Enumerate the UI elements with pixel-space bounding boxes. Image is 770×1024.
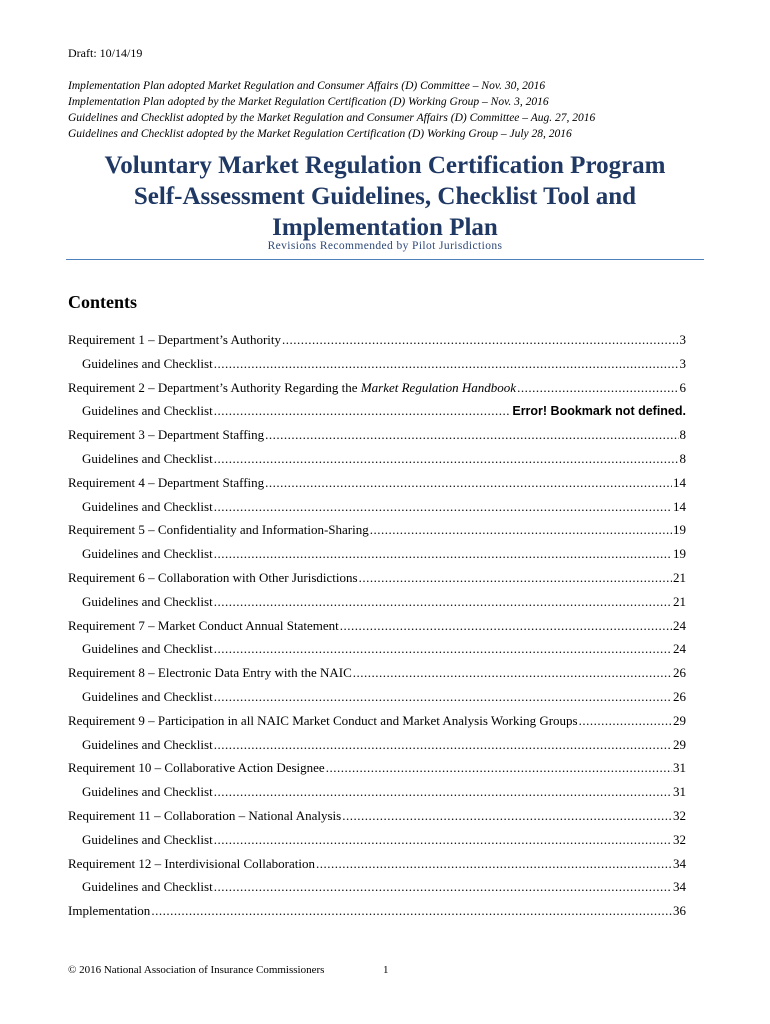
toc-entry-link[interactable] (68, 332, 686, 352)
toc-dot-leader (214, 546, 672, 562)
toc-dot-leader (316, 856, 672, 872)
toc-entry-link[interactable] (68, 380, 686, 400)
toc-subentry-link[interactable] (82, 737, 686, 757)
adoption-history (68, 78, 708, 142)
draft-date: Draft: 10/14/19 (68, 46, 143, 60)
toc-page-number: 19 (673, 546, 686, 562)
toc-dot-leader (214, 832, 672, 848)
toc-entry-label: Guidelines and Checklist (82, 593, 213, 609)
toc-page-number: 8 (679, 451, 686, 466)
footer-copyright: © 2016 National Association of Insurance Commissioners (68, 964, 325, 976)
toc-entry-label: Requirement 5 – Confidentiality and Information-Sharing (68, 522, 369, 538)
toc-dot-leader (282, 332, 678, 348)
toc-subentry-link[interactable] (82, 403, 686, 423)
toc-page-number: 36 (673, 903, 686, 919)
toc-entry-label: Guidelines and Checklist (82, 403, 213, 419)
toc-page-number: 14 (673, 474, 686, 490)
toc-entry-label: Requirement 7 – Market Conduct Annual Statement (68, 617, 339, 633)
toc-subentry-link[interactable] (82, 499, 686, 519)
toc-page-number: 3 (679, 332, 686, 347)
toc-dot-leader (214, 689, 672, 705)
footer-page-number: 1 (383, 964, 389, 976)
toc-dot-leader (265, 475, 672, 491)
toc-entry-label: Guidelines and Checklist (82, 355, 213, 371)
toc-entry-label: Guidelines and Checklist (82, 736, 213, 752)
title-line: Implementation Plan (272, 214, 498, 241)
title-line: Voluntary Market Regulation Certification Program (104, 152, 666, 179)
toc-dot-leader (214, 403, 512, 419)
toc-page-number: 29 (673, 712, 686, 728)
toc-dot-leader (359, 570, 672, 586)
toc-entry-label: Guidelines and Checklist (82, 641, 213, 657)
toc-entry-label: Guidelines and Checklist (82, 451, 213, 466)
toc-dot-leader (370, 522, 672, 538)
toc-dot-leader (265, 427, 678, 443)
toc-entry-label: Requirement 4 – Department Staffing (68, 474, 265, 490)
toc-page-number: 34 (673, 879, 686, 895)
toc-dot-leader (579, 713, 672, 729)
toc-entry-label: Guidelines and Checklist (82, 689, 213, 704)
toc-page-number: 8 (679, 427, 686, 443)
history-line: Guidelines and Checklist adopted by the Market Regulation Certification (D) Working Group – July 28, 2016 (68, 128, 572, 140)
toc-page-number: 21 (673, 593, 686, 609)
toc-page-number: 26 (673, 689, 686, 704)
toc-page-number: 24 (673, 617, 686, 633)
toc-page-number: Error! Bookmark not defined. (512, 404, 686, 419)
toc-entry-link[interactable] (68, 522, 686, 542)
toc-entry-link[interactable] (68, 475, 686, 495)
toc-subentry-link[interactable] (82, 689, 686, 709)
toc-entry-link[interactable] (68, 427, 686, 447)
toc-dot-leader (214, 784, 672, 800)
toc-subentry-link[interactable] (82, 832, 686, 852)
toc-page-number: 32 (673, 831, 686, 847)
toc-entry-link[interactable] (68, 760, 686, 780)
toc-entry-link[interactable] (68, 618, 686, 638)
history-line: Implementation Plan adopted by the Market Regulation Certification (D) Working Group – Nov. 3, 2016 (68, 96, 549, 108)
toc-entry-label: Requirement 11 – Collaboration – National Analysis (68, 808, 342, 823)
toc-subentry-link[interactable] (82, 594, 686, 614)
history-line: Implementation Plan adopted Market Regulation and Consumer Affairs (D) Committee – Nov. 30, 2016 (68, 80, 546, 92)
toc-page-number: 19 (673, 522, 686, 538)
toc-page-number: 31 (673, 784, 686, 800)
toc-page-number: 3 (679, 355, 686, 371)
toc-entry-link[interactable] (68, 856, 686, 876)
toc-entry-label: Requirement 12 – Interdivisional Collaboration (68, 855, 315, 871)
toc-entry-label-italic: Market Regulation Handbook (360, 379, 517, 395)
toc-dot-leader (214, 594, 672, 610)
toc-page-number: 32 (673, 808, 686, 823)
toc-subentry-link[interactable] (82, 784, 686, 804)
toc-page-number: 31 (673, 760, 686, 776)
toc-page-number: 6 (679, 379, 686, 395)
toc-dot-leader (353, 665, 672, 681)
toc-dot-leader (214, 451, 679, 467)
toc-entry-label: Implementation (68, 903, 151, 919)
document-title (60, 150, 710, 243)
toc-dot-leader (342, 808, 672, 824)
toc-entry-link[interactable] (68, 903, 686, 923)
toc-entry-label: Requirement 10 – Collaborative Action Designee (68, 760, 325, 776)
toc-entry-link[interactable] (68, 713, 686, 733)
contents-heading: Contents (68, 292, 138, 312)
toc-entry-link[interactable] (68, 808, 686, 828)
toc-entry-link[interactable] (68, 665, 686, 685)
toc-subentry-link[interactable] (82, 879, 686, 899)
toc-dot-leader (214, 879, 672, 895)
toc-page-number: 26 (673, 665, 686, 681)
toc-entry-label: Guidelines and Checklist (82, 498, 213, 514)
toc-entry-label: Requirement 6 – Collaboration with Other Jurisdictions (68, 570, 358, 585)
toc-page-number: 24 (673, 641, 686, 657)
toc-entry-label: Requirement 8 – Electronic Data Entry with the NAIC (68, 665, 352, 681)
toc-dot-leader (517, 380, 678, 396)
toc-entry-label: Guidelines and Checklist (82, 546, 213, 562)
toc-entry-link[interactable] (68, 570, 686, 590)
toc-page-number: 34 (673, 855, 686, 871)
toc-page-number: 29 (673, 736, 686, 752)
toc-entry-label: Guidelines and Checklist (82, 879, 213, 895)
toc-page-number: 14 (673, 498, 686, 514)
title-line: Self-Assessment Guidelines, Checklist Tool and (133, 183, 637, 210)
document-subtitle: Revisions Recommended by Pilot Jurisdictions (267, 240, 503, 252)
toc-dot-leader (214, 499, 672, 515)
toc-dot-leader (214, 641, 672, 657)
toc-entry-label: Requirement 9 – Participation in all NAIC Market Conduct and Market Analysis Working Groups (68, 712, 578, 728)
toc-dot-leader (214, 356, 679, 372)
toc-subentry-link[interactable] (82, 546, 686, 566)
toc-entry-label: Requirement 3 – Department Staffing (68, 427, 265, 443)
toc-entry-label: Guidelines and Checklist (82, 784, 213, 800)
toc-dot-leader (214, 737, 672, 753)
toc-entry-label (68, 380, 516, 396)
toc-entry-label-text: Requirement 2 – Department’s Authority Regarding the (68, 379, 361, 395)
history-line: Guidelines and Checklist adopted by the Market Regulation and Consumer Affairs (D) Committee – Aug. 27, 2016 (68, 112, 596, 124)
toc-entry-label: Requirement 1 – Department’s Authority (68, 332, 282, 347)
toc-dot-leader (151, 903, 672, 919)
toc-dot-leader (340, 618, 672, 634)
toc-subentry-link[interactable] (82, 641, 686, 661)
toc-page-number: 21 (673, 570, 686, 585)
title-divider (66, 259, 704, 260)
toc-dot-leader (326, 760, 672, 776)
toc-subentry-link[interactable] (82, 356, 686, 376)
toc-entry-label: Guidelines and Checklist (82, 831, 213, 847)
toc-subentry-link[interactable] (82, 451, 686, 471)
